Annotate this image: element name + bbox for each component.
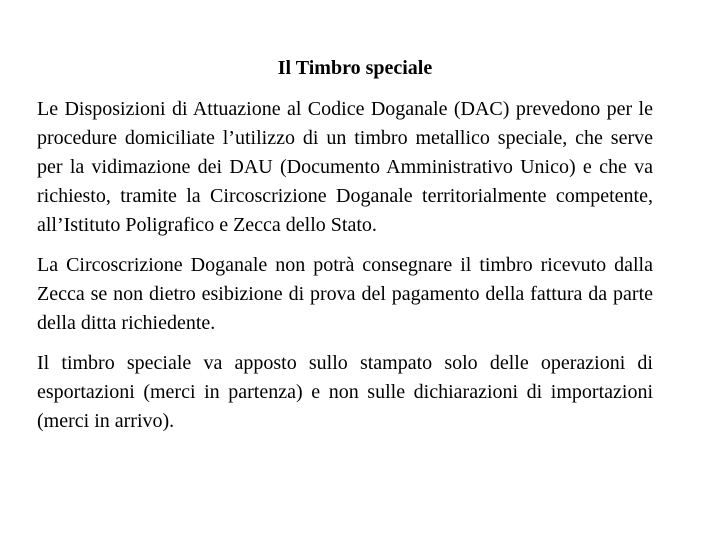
paragraph-stamp-delivery: La Circoscrizione Doganale non potrà consegnare il timbro ricevuto dalla Zecca se non dietro esibizione di prova del pagamento della fattura da parte della ditta richiedente. — [37, 254, 653, 334]
paragraph-stamp-usage: Il timbro speciale va apposto sullo stampato solo delle operazioni di esportazioni (merci in partenza) e non sulle dichiarazioni di importazioni (merci in arrivo). — [37, 352, 653, 432]
slide-body — [37, 95, 653, 447]
slide-title: Il Timbro speciale — [277, 57, 433, 79]
paragraph-dac-stamp-request: Le Disposizioni di Attuazione al Codice Doganale (DAC) prevedono per le procedure domiciliate l’utilizzo di un timbro metallico speciale, che serve per la vidimazione dei DAU (Documento Amministrativo Unico) e che va richiesto, tramite la Circoscrizione Doganale territorialmente competente, all’Istituto Poligrafico e Zecca dello Stato. — [37, 98, 653, 236]
